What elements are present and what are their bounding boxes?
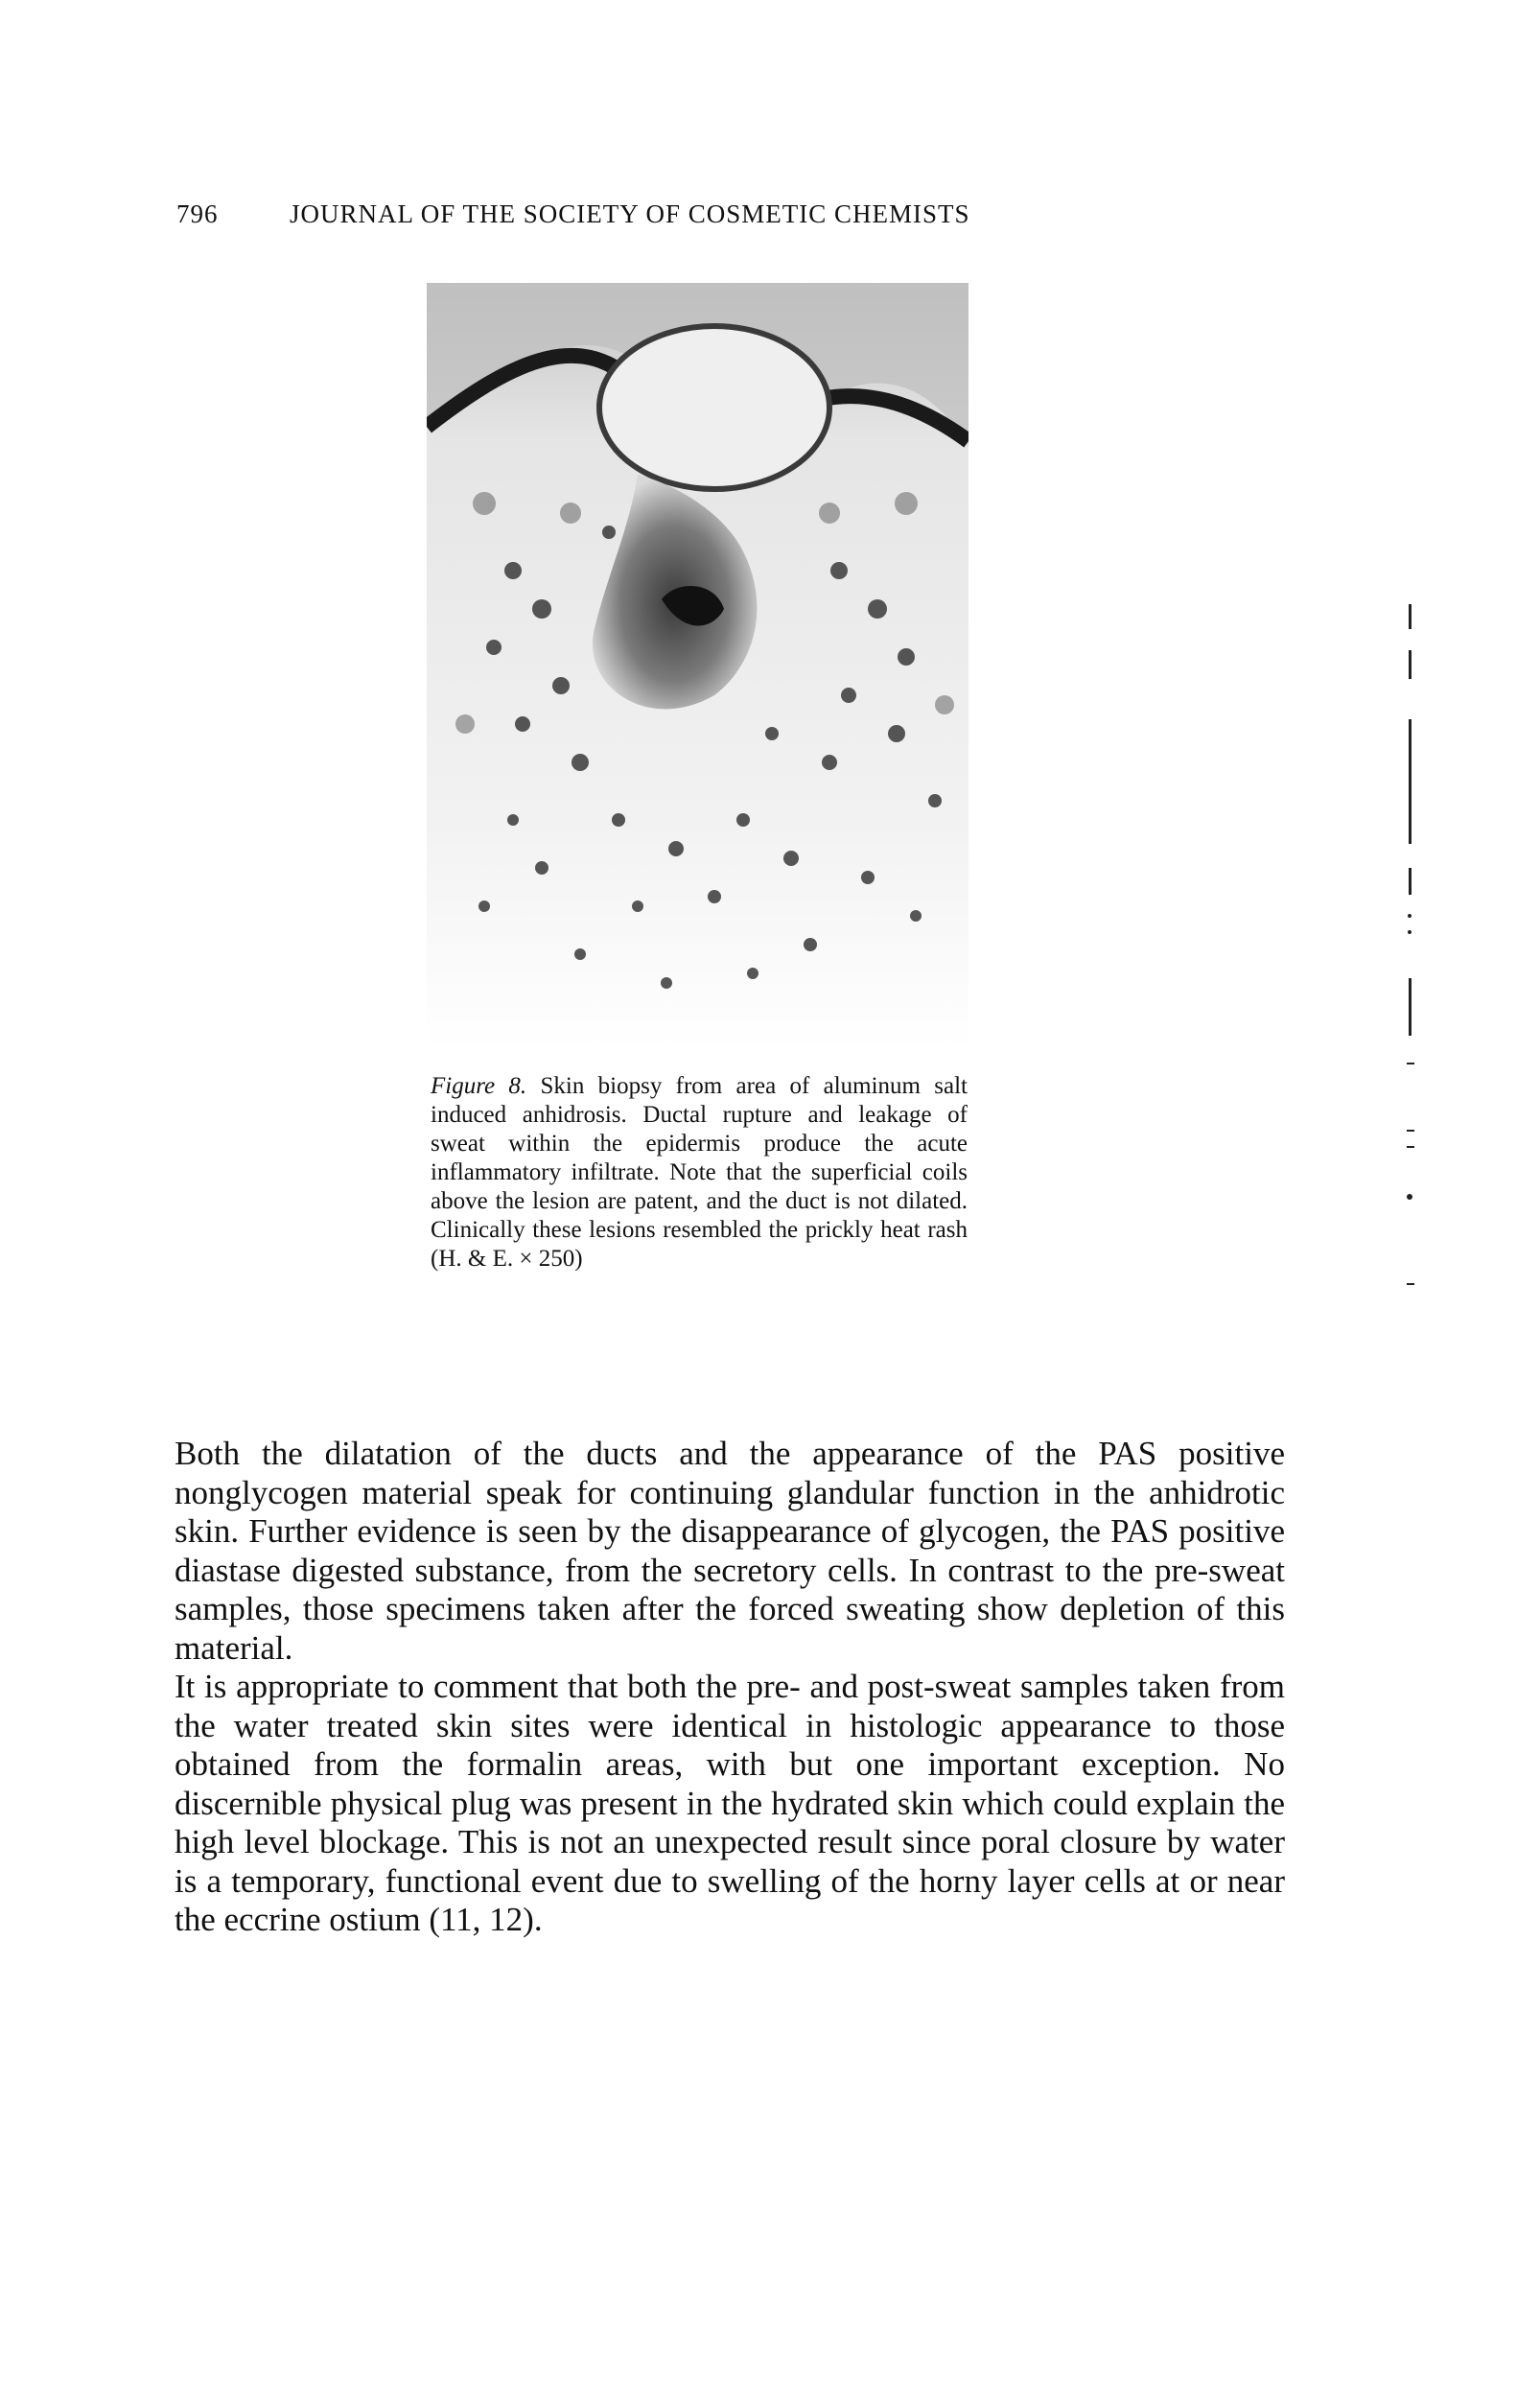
body-text xyxy=(175,1435,1285,1940)
scan-margin-marks xyxy=(1396,575,1425,1419)
figure-8-micrograph xyxy=(427,283,968,1050)
paragraph: It is appropriate to comment that both the pre- and post-sweat samples taken from the water treated skin sites were identical in histologic appearance to those obtained from the formalin areas, with but one important exception. No discernible physical plug was present in the hydrated skin which could explain the high level blockage. This is not an unexpected result since poral closure by water is a temporary, functional event due to swelling of the horny layer cells at or near the eccrine ostium (11, 12). xyxy=(175,1668,1285,1938)
journal-title: JOURNAL OF THE SOCIETY OF COSMETIC CHEMISTS xyxy=(290,199,970,228)
figure-caption-text: Skin biopsy from area of aluminum salt induced anhidrosis. Ductal rupture and leakage of sweat within the epidermis produce the acute inflammatory infiltrate. Note that the superficial coils above the lesion are patent, and the duct is not dilated. Clinically these lesions resembled the prickly heat rash (H. & E. × 250) xyxy=(431,1073,968,1272)
figure-label: Figure 8. xyxy=(431,1073,527,1099)
figure-caption xyxy=(431,1072,968,1274)
horny-plug xyxy=(599,326,829,489)
paragraph: Both the dilatation of the ducts and the appearance of the PAS positive nonglycogen material speak for continuing glandular function in the anhidrotic skin. Further evidence is seen by the disappearance of glycogen, the PAS positive diastase digested substance, from the secretory cells. In contrast to the pre-sweat samples, those specimens taken after the forced sweating show depletion of this material. xyxy=(175,1435,1285,1667)
running-header xyxy=(176,199,1327,229)
page-number: 796 xyxy=(176,199,219,228)
